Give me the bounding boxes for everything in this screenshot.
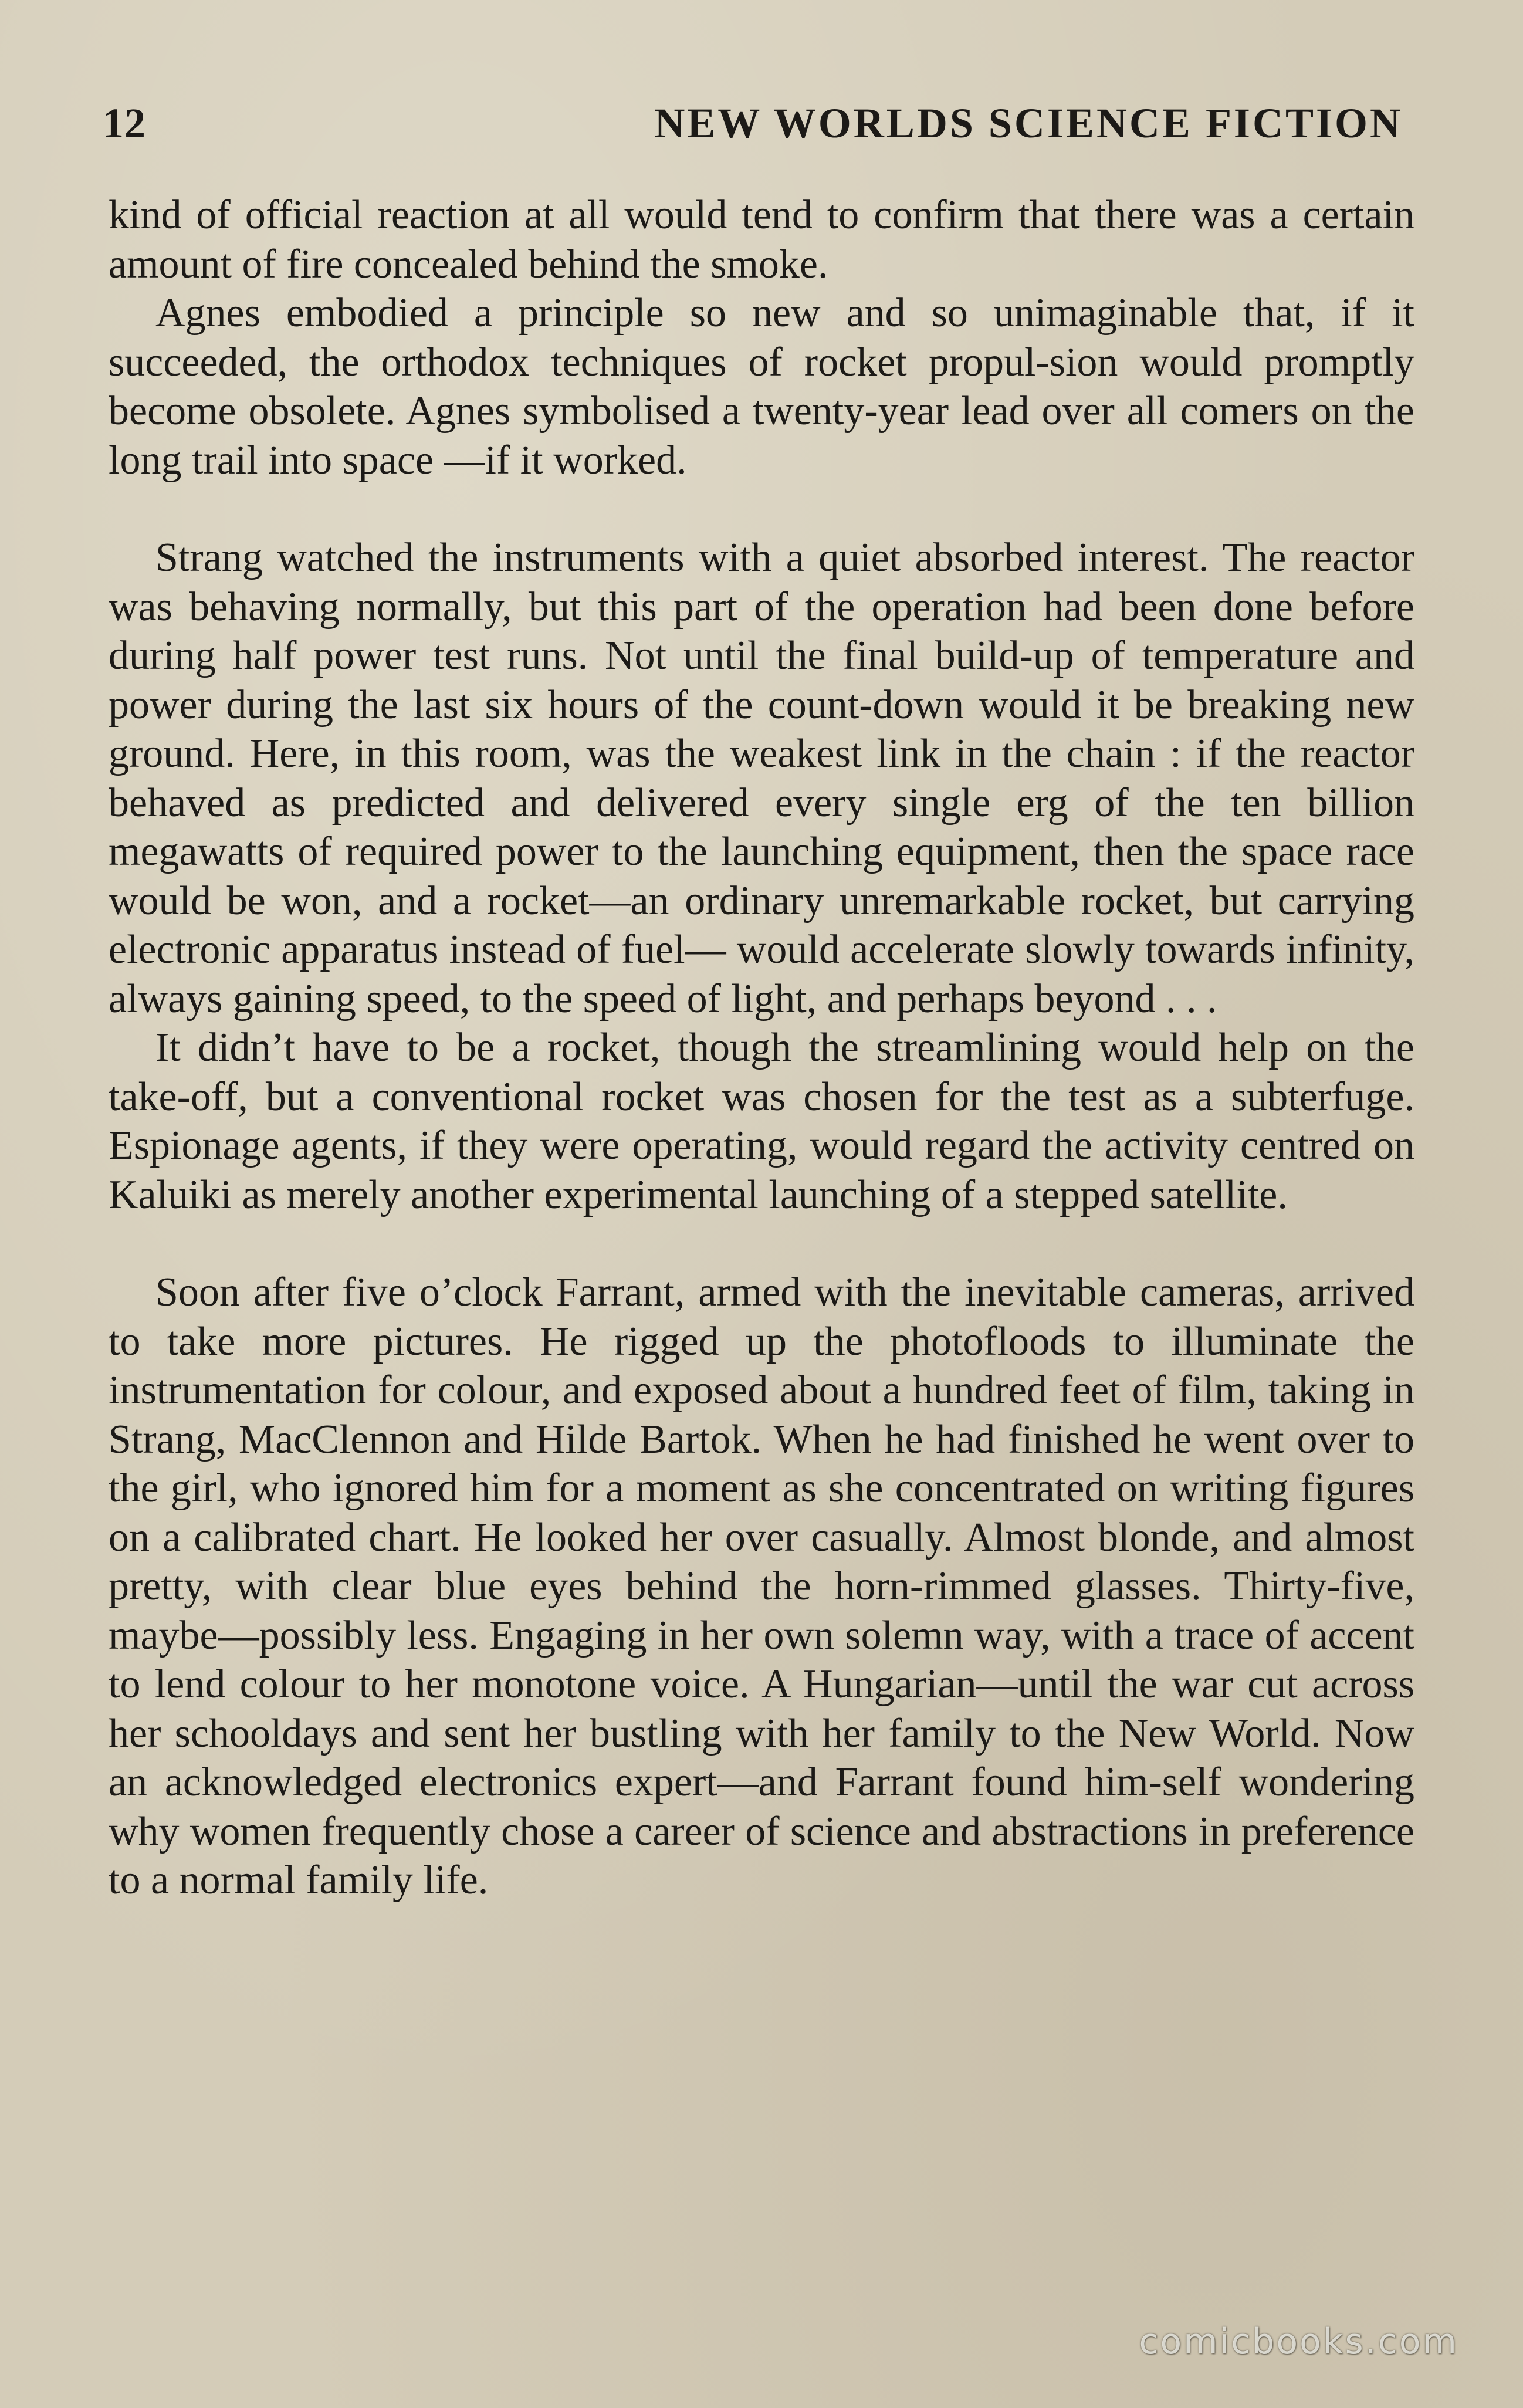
running-head: NEW WORLDS SCIENCE FICTION — [654, 100, 1403, 147]
paragraph-agnes: Agnes embodied a principle so new and so unimaginable that, if it succeeded, the orthodox techniques of rocket propul-sion would promptly become obsolete. Agnes symbolised a twenty-year lead over all comers on the long trail into space —if it worked. — [109, 290, 1414, 483]
page-header — [103, 94, 1403, 153]
paragraph-rocket: It didn’t have to be a rocket, though the streamlining would help on the take-off, but a conventional rocket was chosen for the test as a subterfuge. Espionage agents, if they were operating, would regard the activity centred on Kaluiki as merely another experimental launching of a stepped satellite. — [109, 1025, 1414, 1217]
page-body — [109, 191, 1414, 1905]
paragraph-farrant: Soon after five o’clock Farrant, armed with the inevitable cameras, arrived to take more pictures. He rigged up the photofloods to illuminate the instrumentation for colour, and exposed about a hundred feet of film, taking in Strang, MacClennon and Hilde Bartok. When he had finished he went over to the girl, who ignored him for a moment as she concentrated on writing figures on a calibrated chart. He looked her over casually. Almost blonde, and almost pretty, with clear blue eyes behind the horn-rimmed glasses. Thirty-five, maybe—possibly less. Engaging in her own solemn way, with a trace of accent to lend colour to her monotone voice. A Hungarian—until the war cut across her schooldays and sent her bustling with her family to the New World. Now an acknowledged electronics expert—and Farrant found him-self wondering why women frequently chose a career of science and abstractions in preference to a normal family life. — [109, 1270, 1414, 1903]
paragraph-continued: kind of official reaction at all would tend to confirm that there was a certain amount of fire concealed behind the smoke. — [109, 192, 1414, 287]
site-watermark: comicbooks.com — [1139, 2321, 1458, 2362]
page-number: 12 — [103, 100, 146, 147]
paragraph-strang: Strang watched the instruments with a quiet absorbed interest. The reactor was behaving normally, but this part of the operation had been done before during half power test runs. Not until the final build-up of temperature and power during the last six hours of the count-down would it be breaking new ground. Here, in this room, was the weakest link in the chain : if the reactor behaved as predicted and delivered every single erg of the ten billion megawatts of required power to the launching equipment, then the space race would be won, and a rocket—an ordinary unremarkable rocket, but carrying electronic apparatus instead of fuel— would accelerate slowly towards infinity, always gaining speed, to the speed of light, and perhaps beyond . . . — [109, 535, 1414, 1022]
